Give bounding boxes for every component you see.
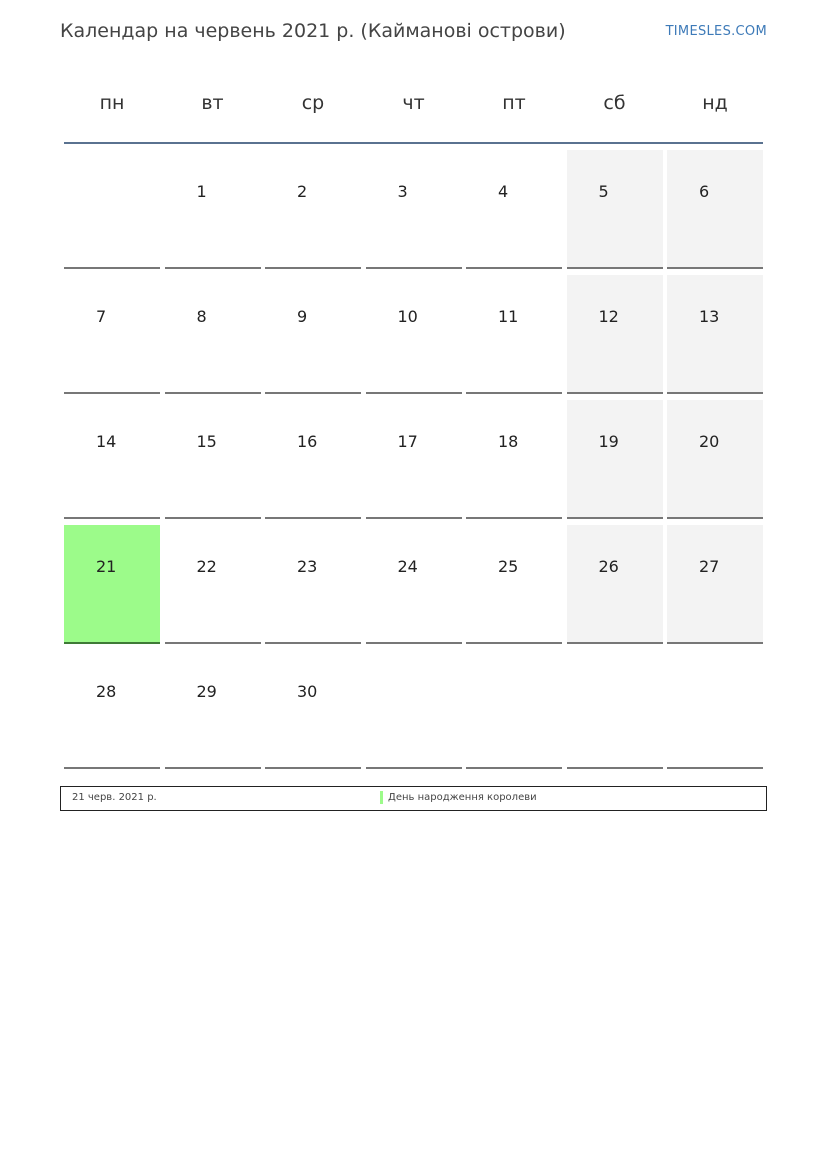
day-number: 20 — [699, 432, 720, 451]
day-number: 15 — [196, 432, 217, 451]
day-cell — [64, 275, 160, 394]
day-cell-weekend — [667, 150, 763, 269]
day-cell-weekend — [667, 400, 763, 519]
day-cell-weekend — [567, 400, 663, 519]
day-cell-holiday — [64, 525, 160, 644]
weekday-mon: пн — [99, 92, 125, 114]
day-number: 28 — [96, 682, 117, 701]
day-cell — [265, 525, 361, 644]
day-number: 1 — [196, 182, 207, 201]
day-number: 16 — [297, 432, 318, 451]
week-row — [64, 650, 763, 775]
day-cell-weekend — [567, 275, 663, 394]
day-number: 26 — [598, 557, 619, 576]
holiday-name: День народження королеви — [388, 792, 537, 803]
day-cell — [667, 650, 763, 769]
day-number: 29 — [196, 682, 217, 701]
calendar-grid — [64, 84, 763, 775]
day-number: 18 — [498, 432, 519, 451]
week-row — [64, 150, 763, 275]
day-cell-weekend — [667, 275, 763, 394]
day-number: 23 — [297, 557, 318, 576]
day-number: 3 — [397, 182, 408, 201]
day-cell — [567, 650, 663, 769]
week-row — [64, 400, 763, 525]
weekday-thu: чт — [402, 92, 425, 114]
day-number: 8 — [196, 307, 207, 326]
day-cell — [165, 275, 261, 394]
day-cell-weekend — [567, 525, 663, 644]
day-cell — [466, 525, 562, 644]
day-number: 10 — [397, 307, 418, 326]
day-cell — [64, 400, 160, 519]
day-cell — [265, 150, 361, 269]
day-cell — [466, 400, 562, 519]
day-cell — [265, 400, 361, 519]
day-number: 24 — [397, 557, 418, 576]
day-cell-weekend — [567, 150, 663, 269]
day-number: 5 — [598, 182, 609, 201]
day-number: 4 — [498, 182, 509, 201]
day-number: 7 — [96, 307, 107, 326]
day-number: 30 — [297, 682, 318, 701]
day-number: 25 — [498, 557, 519, 576]
weekday-sun: нд — [702, 92, 728, 114]
day-number: 22 — [196, 557, 217, 576]
weeks-container — [64, 150, 763, 775]
day-number: 14 — [96, 432, 117, 451]
day-cell — [366, 275, 462, 394]
day-cell — [165, 525, 261, 644]
week-row — [64, 275, 763, 400]
weekday-sat: сб — [603, 92, 626, 114]
day-cell — [165, 400, 261, 519]
day-number: 12 — [598, 307, 619, 326]
day-cell — [366, 525, 462, 644]
day-number: 13 — [699, 307, 720, 326]
day-number: 2 — [297, 182, 308, 201]
day-number: 27 — [699, 557, 720, 576]
day-number: 21 — [96, 557, 117, 576]
day-cell — [466, 650, 562, 769]
weekday-header-row — [64, 84, 763, 144]
day-cell — [366, 150, 462, 269]
day-cell — [165, 150, 261, 269]
holiday-color-marker — [380, 791, 383, 804]
day-number: 6 — [699, 182, 710, 201]
day-number: 9 — [297, 307, 308, 326]
day-cell — [165, 650, 261, 769]
day-number: 17 — [397, 432, 418, 451]
day-cell — [265, 650, 361, 769]
site-link[interactable]: TIMESLES.COM — [665, 24, 767, 39]
day-cell — [64, 150, 160, 269]
holiday-date: 21 черв. 2021 р. — [72, 792, 157, 803]
day-cell — [366, 650, 462, 769]
weekday-wed: ср — [301, 92, 325, 114]
day-number: 11 — [498, 307, 519, 326]
holiday-legend — [60, 786, 767, 811]
week-row — [64, 525, 763, 650]
weekday-fri: пт — [502, 92, 526, 114]
day-cell — [64, 650, 160, 769]
page-title: Календар на червень 2021 р. (Кайманові острови) — [60, 20, 566, 42]
day-cell — [265, 275, 361, 394]
day-cell-weekend — [667, 525, 763, 644]
weekday-tue: вт — [201, 92, 224, 114]
day-cell — [366, 400, 462, 519]
day-cell — [466, 275, 562, 394]
day-number: 19 — [598, 432, 619, 451]
day-cell — [466, 150, 562, 269]
